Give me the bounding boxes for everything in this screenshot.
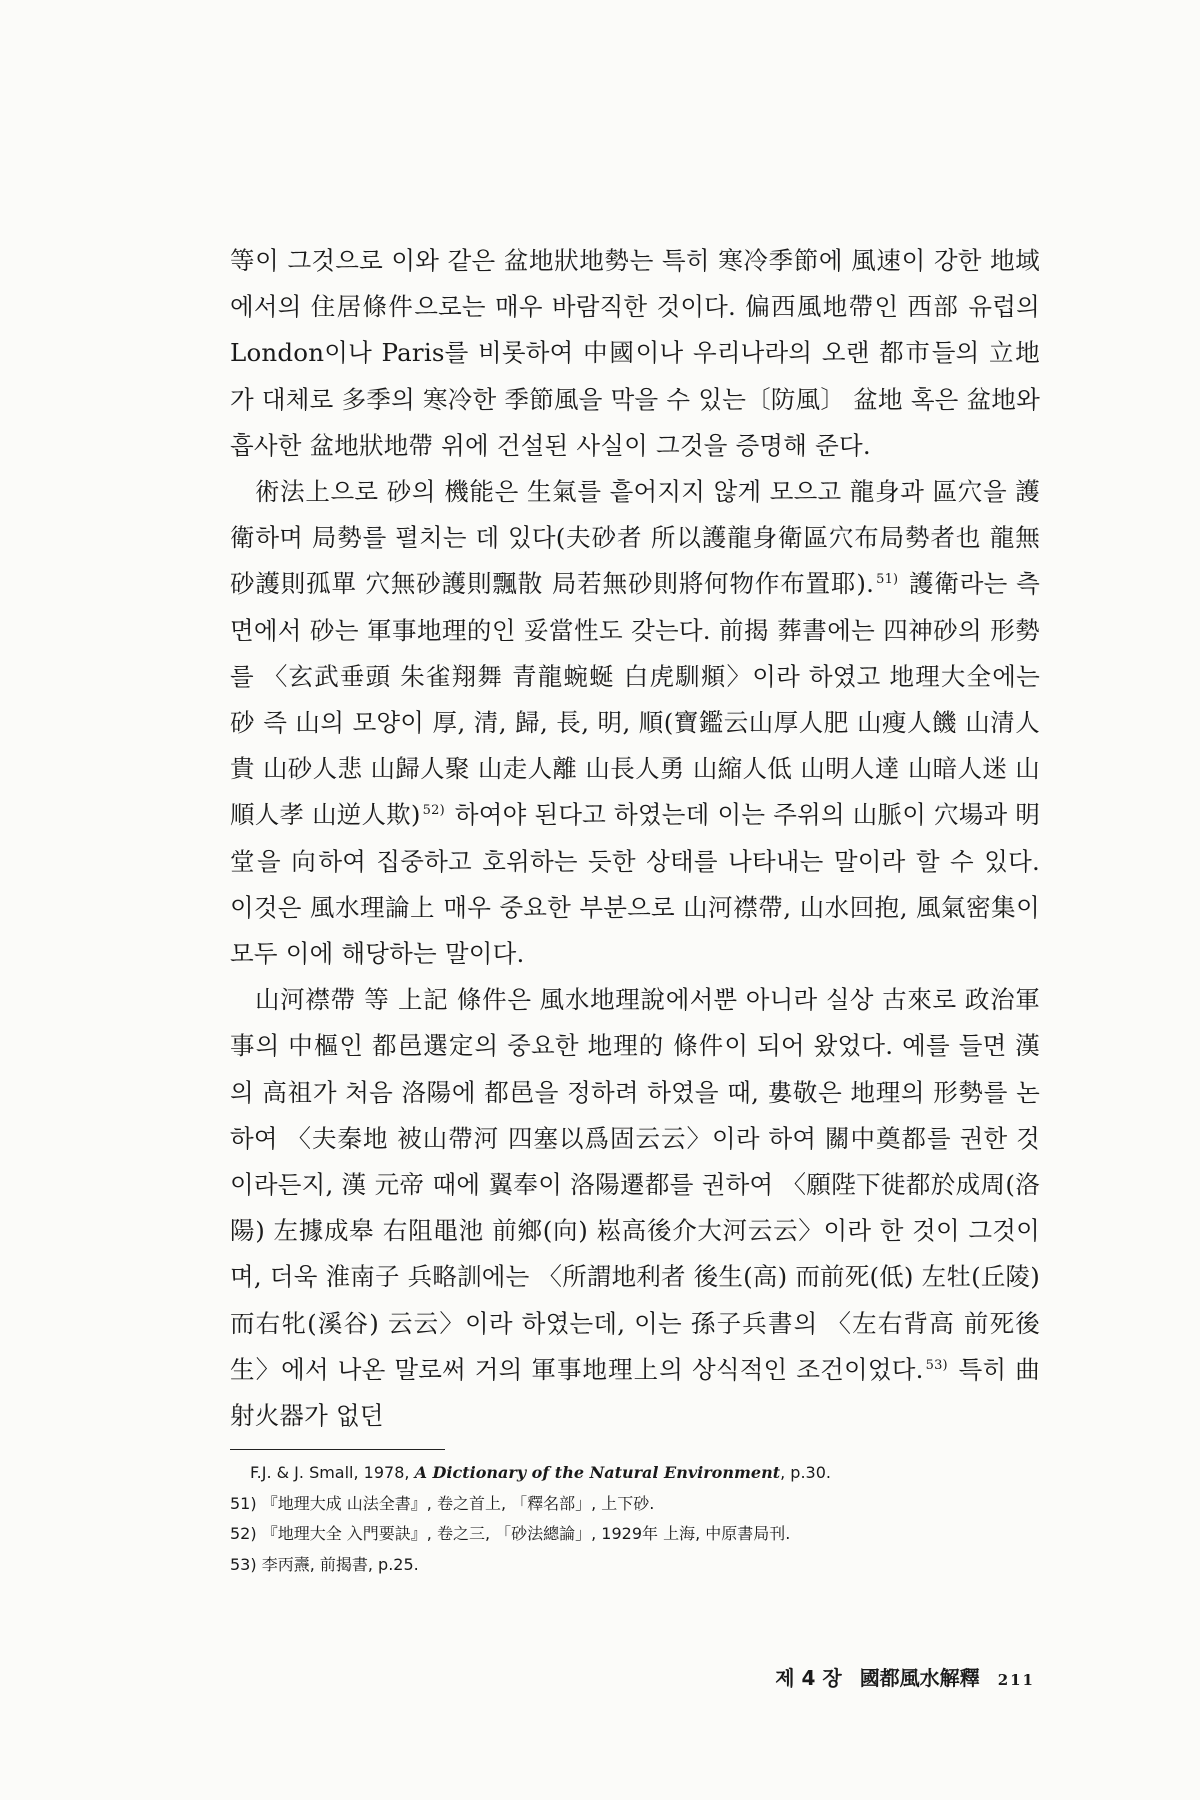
footnote-divider [230, 1449, 445, 1450]
chapter-label: 제 4 장 [775, 1666, 842, 1690]
page-body [230, 238, 1040, 1580]
paragraph-2 [230, 469, 1040, 977]
page-footer [775, 1662, 1035, 1691]
footnote-53: 53) 李丙燾, 前揭書, p.25. [230, 1554, 419, 1574]
footnote-source [230, 1458, 1040, 1489]
source-title: A Dictionary of the Natural Environment [414, 1463, 781, 1483]
paragraph-text: 하여야 된다고 하였는데 이는 주위의 山脈이 穴場과 明堂을 向하여 집중하고 호위하는 듯한 상태를 나타내는 말이라 할 수 있다. 이것은 風水理論上 매우 중요한 부분으로 山河襟帶, 山水回抱, 風氣密集이 모두 이에 해당하는 말이다. [230, 800, 1041, 969]
footnote-52: 52) 『地理大全 入門要訣』, 卷之三, 「砂法總論」, 1929年 上海, 中原書局刊. [230, 1524, 791, 1544]
source-prefix: F.J. & J. Small, 1978, [250, 1463, 415, 1483]
paragraph-text: 山河襟帶 等 上記 條件은 風水地理說에서뿐 아니라 실상 古來로 政治軍事의 中樞인 都邑選定의 중요한 地理的 條件이 되어 왔었다. 예를 들면 漢의 高祖가 처음 洛陽에 都邑을 정하려 하였을 때, 婁敬은 地理의 形勢를 논하여 〈夫秦地 被山帶河 四塞以爲固云云〉이라 하여 關中奠都를 권한 것이라든지, 漢 元帝 때에 翼奉이 洛陽遷都를 권하여 〈願陛下徙都於成周(洛陽) 左據成皋 右阻黽池 前鄉(向) 崧高後介大河云云〉이라 한 것이 그것이며, 더욱 淮南子 兵略訓에는 〈所謂地利者 後生(高) 而前死(低) 左牡(丘陵) 而右牝(溪谷) 云云〉이라 하였는데, 이는 孫子兵書의 〈左右背高 前死後生〉에서 나온 말로써 거의 軍事地理上의 상식적인 조건이었다. [230, 985, 1040, 1384]
footnote-ref-52[interactable]: 52) [422, 803, 445, 819]
paragraph-3 [230, 977, 1040, 1439]
paragraph-text: 等이 그것으로 이와 같은 盆地狀地勢는 특히 寒冷季節에 風速이 강한 地域에서의 住居條件으로는 매우 바람직한 것이다. 偏西風地帶인 西部 유럽의 London이나 Paris를 비롯하여 中國이나 우리나라의 오랜 都市들의 立地가 대체로 多季의 寒冷한 季節風을 막을 수 있는〔防風〕 盆地 혹은 盆地와 흡사한 盆地狀地帶 위에 건설된 사실이 그것을 증명해 준다. [230, 246, 1040, 460]
footnote-ref-53[interactable]: 53) [925, 1357, 948, 1373]
paragraph-text: 護衛라는 측면에서 砂는 軍事地理的인 妥當性도 갖는다. 前揭 葬書에는 四神砂의 形勢를 〈玄武垂頭 朱雀翔舞 青龍蜿蜒 白虎馴頫〉이라 하였고 地理大全에는 砂 즉 山의 모양이 厚, 清, 歸, 長, 明, 順(寶鑑云山厚人肥 山瘦人饑 山清人貴 山砂人悲 山歸人聚 山走人離 山長人勇 山縮人低 山明人達 山暗人迷 山順人孝 山逆人欺) [230, 569, 1040, 830]
paragraph-text: 특히 曲射火器가 없던 [230, 1354, 1040, 1431]
footnote-ref-51[interactable]: 51) [876, 572, 899, 588]
chapter-title: 國都風水解釋 [859, 1666, 980, 1690]
paragraph-text: 術法上으로 砂의 機能은 生氣를 흩어지지 않게 모으고 龍身과 區穴을 護衛하며 局勢를 펼치는 데 있다(夫砂者 所以護龍身衛區穴布局勢者也 龍無砂護則孤單 穴無砂護則飄散 局若無砂則將何物作布置耶). [230, 477, 1040, 599]
footnotes [230, 1458, 1040, 1580]
paragraph-1 [230, 238, 1040, 469]
source-suffix: , p.30. [780, 1463, 831, 1483]
page-number: 211 [997, 1671, 1035, 1689]
main-text [230, 238, 1040, 1439]
footnote-51: 51) 『地理大成 山法全書』, 卷之首上, 「釋名部」, 上下砂. [230, 1493, 655, 1513]
